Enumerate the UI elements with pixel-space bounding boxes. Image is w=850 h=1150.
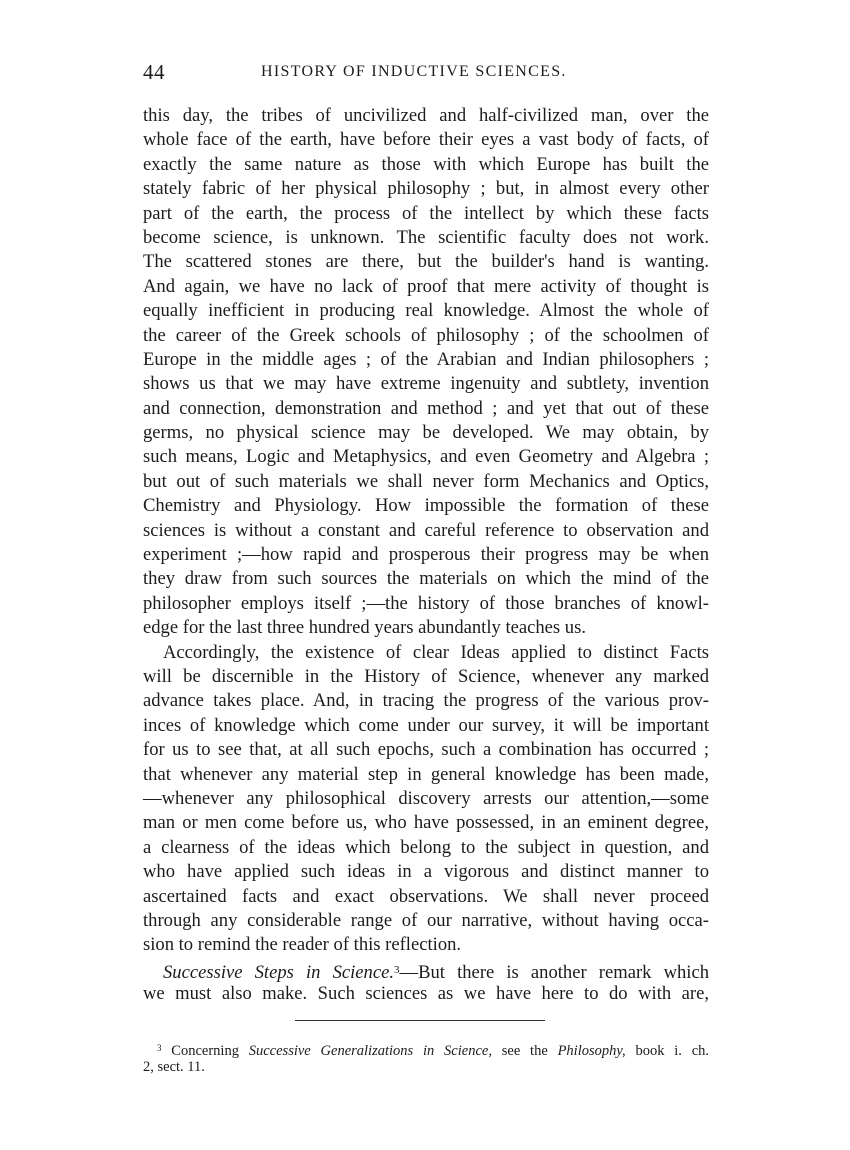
text-line: edge for the last three hundred years abundantly teaches us. — [143, 617, 586, 639]
section-line-text: —But there is another remark which — [399, 961, 710, 983]
text-line: through any considerable range of our narrative, without having occa- — [143, 909, 709, 931]
text-line: The scattered stones are there, but the builder's hand is wanting. — [143, 251, 709, 273]
text-line: man or men come before us, who have possessed, in an eminent degree, — [143, 812, 709, 834]
footnote-marker: 3 — [157, 1043, 162, 1053]
text-line: inces of knowledge which come under our survey, it will be important — [143, 714, 709, 736]
footnote-tail: book i. ch. — [625, 1043, 710, 1059]
text-line: stately fabric of her physical philosophy ; but, in almost every other — [143, 178, 709, 200]
footnote-book-title: Philosophy, — [557, 1043, 626, 1059]
text-line: a clearness of the ideas which belong to the subject in question, and — [143, 836, 709, 858]
text-line: that whenever any material step in general knowledge has been made, — [143, 763, 709, 785]
footnote-work-title: Successive Generalizations in Science, — [248, 1043, 492, 1059]
text-line: the career of the Greek schools of philosophy ; of the schoolmen of — [143, 324, 709, 346]
page-header — [143, 60, 709, 90]
text-line: —whenever any philosophical discovery arrests our attention,—some — [143, 787, 709, 809]
text-line: for us to see that, at all such epochs, such a combination has occurred ; — [143, 739, 709, 761]
footnote-lead: Concerning — [161, 1043, 249, 1059]
text-line: become science, is unknown. The scientific faculty does not work. — [143, 226, 709, 248]
text-line: we must also make. Such sciences as we have here to do with are, — [143, 983, 709, 1005]
footnote-rule — [295, 1020, 545, 1021]
text-line: but out of such materials we shall never form Mechanics and Optics, — [143, 470, 709, 492]
text-line: whole face of the earth, have before their eyes a vast body of facts, of — [143, 129, 709, 151]
text-line: this day, the tribes of uncivilized and half-civilized man, over the — [143, 105, 709, 126]
text-line: And again, we have no lack of proof that mere activity of thought is — [143, 275, 709, 297]
text-line: philosopher employs itself ;—the history of those branches of knowl- — [143, 592, 709, 614]
footnote-mid: see the — [491, 1043, 558, 1059]
text-line: equally inefficient in producing real knowledge. Almost the whole of — [143, 300, 709, 322]
text-line: will be discernible in the History of Science, whenever any marked — [143, 665, 709, 687]
text-line: part of the earth, the process of the intellect by which these facts — [143, 202, 709, 224]
body-text — [143, 104, 709, 1006]
footnote-line: 2, sect. 11. — [143, 1059, 205, 1075]
text-line: experiment ;—how rapid and prosperous their progress may be when — [143, 544, 709, 566]
text-line: Chemistry and Physiology. How impossible the formation of these — [143, 495, 709, 517]
text-line: who have applied such ideas in a vigorous and distinct manner to — [143, 861, 709, 883]
footnote-reference: 3 — [394, 963, 400, 976]
text-line: shows us that we may have extreme ingenuity and subtlety, invention — [143, 373, 709, 395]
footnote — [143, 1039, 709, 1077]
text-line: they draw from such sources the materials on which the mind of the — [143, 568, 709, 590]
text-line: such means, Logic and Metaphysics, and even Geometry and Algebra ; — [143, 446, 709, 468]
text-line: advance takes place. And, in tracing the progress of the various prov- — [143, 690, 709, 712]
text-line: Europe in the middle ages ; of the Arabian and Indian philosophers ; — [143, 348, 709, 370]
text-line: sciences is without a constant and careful reference to observation and — [143, 519, 709, 541]
running-title: HISTORY OF INDUCTIVE SCIENCES. — [261, 63, 567, 80]
text-line: exactly the same nature as those with which Europe has built the — [143, 153, 709, 175]
section-heading: Successive Steps in Science. — [163, 961, 395, 983]
text-line: sion to remind the reader of this reflection. — [143, 934, 462, 956]
page-number: 44 — [143, 60, 165, 84]
text-line: Accordingly, the existence of clear Ideas applied to distinct Facts — [163, 641, 709, 663]
text-line: germs, no physical science may be developed. We may obtain, by — [143, 422, 709, 444]
text-line: and connection, demonstration and method ; and yet that out of these — [143, 397, 709, 419]
section-first-line — [143, 958, 709, 982]
footnote-line — [143, 1039, 709, 1058]
text-line: ascertained facts and exact observations. We shall never proceed — [143, 885, 709, 907]
